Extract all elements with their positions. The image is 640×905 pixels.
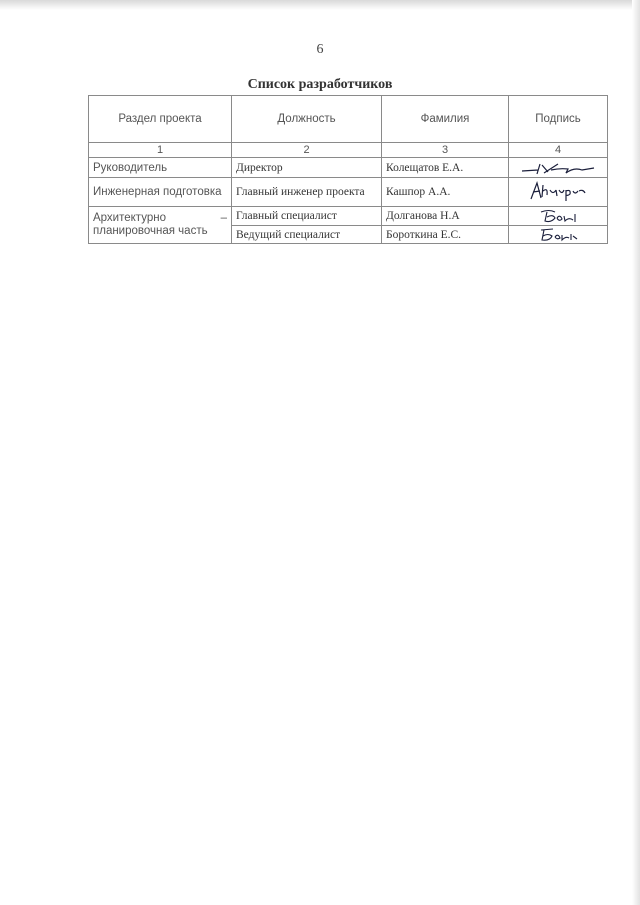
- signature-cell: [509, 158, 608, 178]
- table-row: [89, 178, 608, 207]
- table-row: [89, 158, 608, 178]
- signature-borotkina: [533, 227, 583, 243]
- signature-cell: [509, 178, 608, 207]
- header-position: Должность: [232, 96, 382, 143]
- column-number: 4: [509, 143, 608, 158]
- table-row: [89, 207, 608, 226]
- name-cell: Долганова Н.А: [382, 207, 509, 226]
- page-number: 6: [316, 42, 324, 57]
- section-cell: Архитектурно – планировочная часть: [89, 207, 232, 244]
- header-section: Раздел проекта: [89, 96, 232, 143]
- position-cell: Ведущий специалист: [232, 226, 382, 244]
- developers-table: [88, 95, 608, 244]
- signature-dolganova: [533, 208, 583, 225]
- section-cell: Инженерная подготовка: [89, 178, 232, 207]
- signature-cell: [509, 226, 608, 244]
- signature-koleshchatov: [518, 159, 598, 177]
- table-header-row: [89, 96, 608, 143]
- scan-right-shadow: [632, 0, 640, 905]
- position-cell: Главный инженер проекта: [232, 178, 382, 207]
- signature-cell: [509, 207, 608, 226]
- scan-top-shadow: [0, 0, 640, 10]
- position-cell: Главный специалист: [232, 207, 382, 226]
- column-number: 3: [382, 143, 509, 158]
- column-number-row: [89, 143, 608, 158]
- name-cell: Кашпор А.А.: [382, 178, 509, 207]
- column-number: 2: [232, 143, 382, 158]
- signature-kashpor: [525, 179, 591, 205]
- position-cell: Директор: [232, 158, 382, 178]
- column-number: 1: [89, 143, 232, 158]
- page-title: Список разработчиков: [247, 77, 393, 92]
- name-cell: Бороткина Е.С.: [382, 226, 509, 244]
- name-cell: Колещатов Е.А.: [382, 158, 509, 178]
- section-cell: Руководитель: [89, 158, 232, 178]
- header-signature: Подпись: [509, 96, 608, 143]
- header-name: Фамилия: [382, 96, 509, 143]
